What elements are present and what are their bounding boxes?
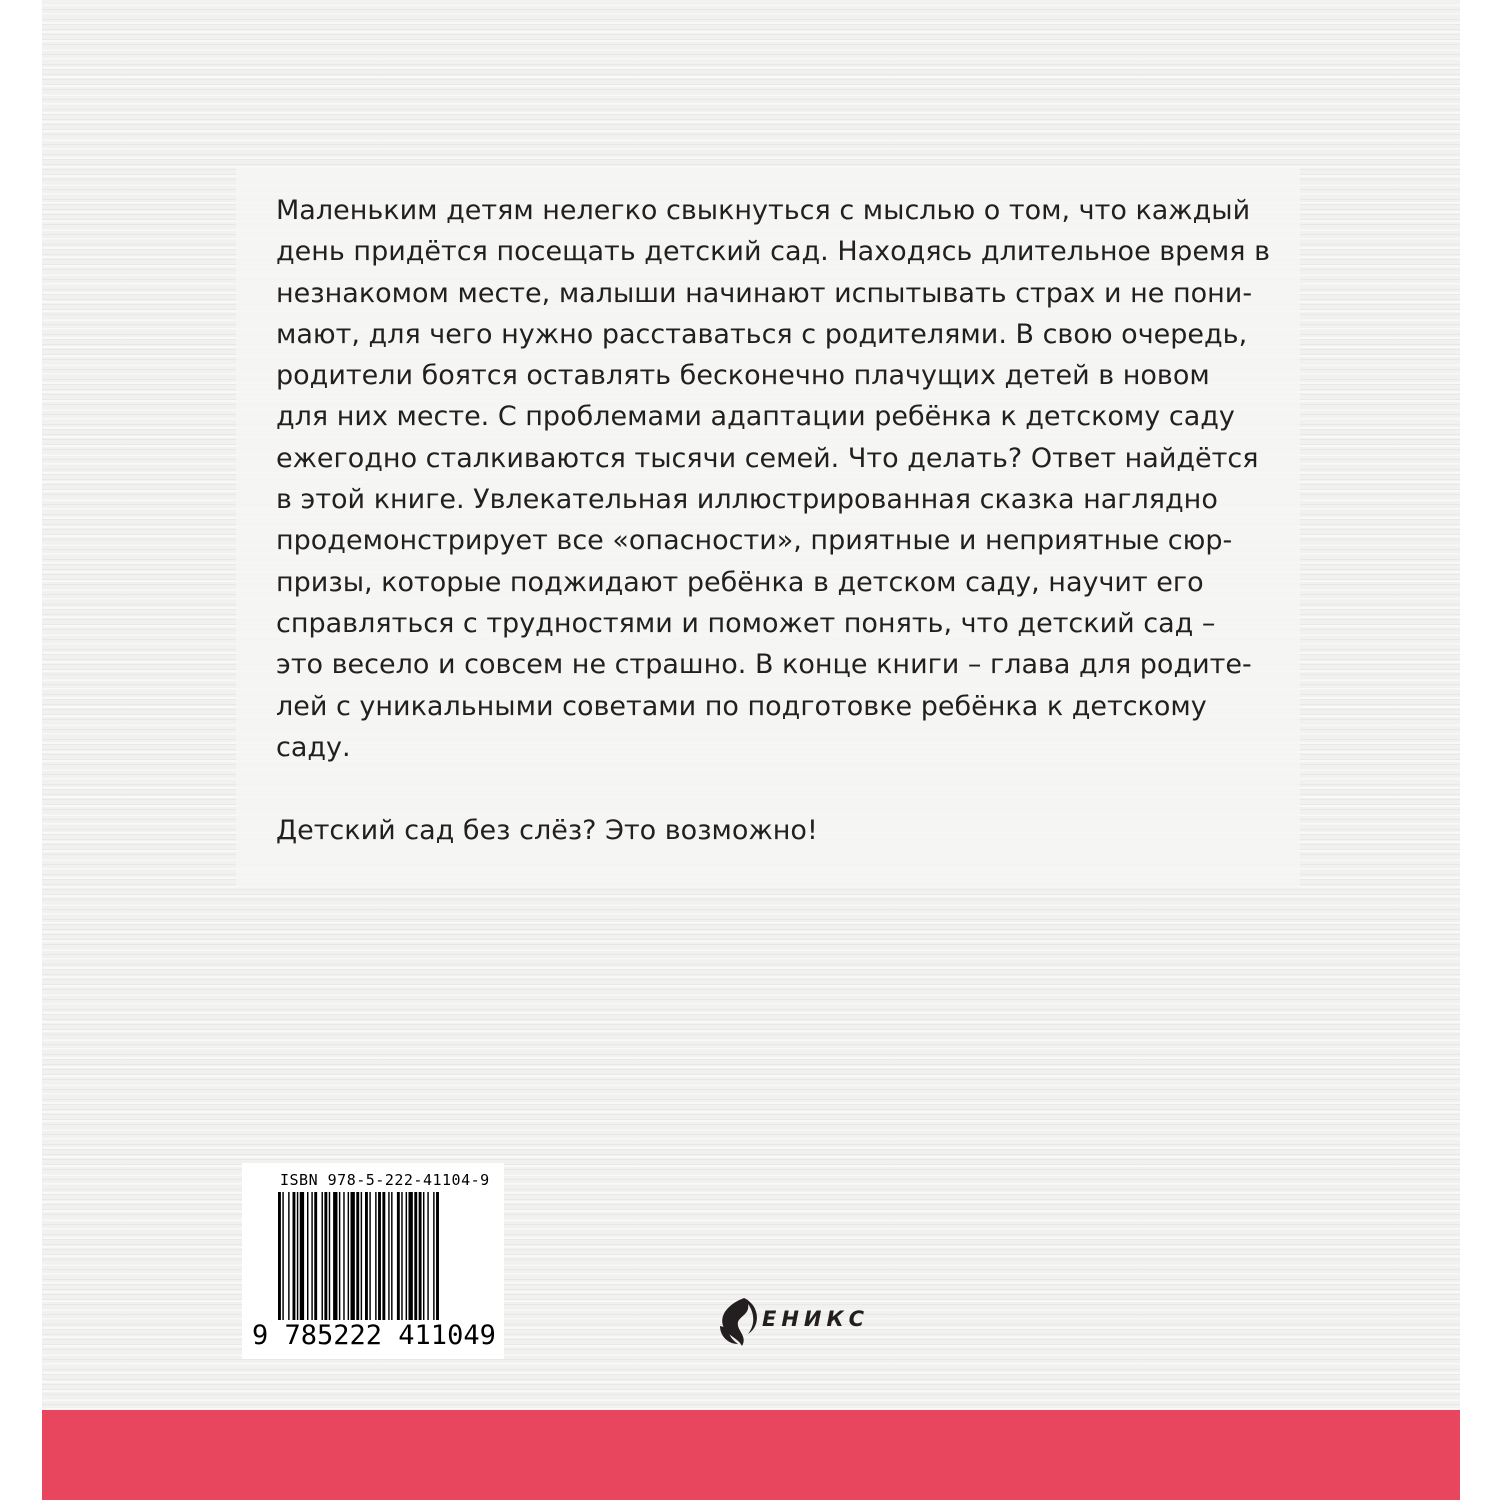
barcode-bar xyxy=(288,1192,289,1320)
barcode-bar xyxy=(365,1192,368,1320)
barcode-bar xyxy=(356,1192,359,1320)
description-line: призы, которые поджидают ребёнка в детском саду, научит его xyxy=(276,566,1204,598)
description-line: незнакомом месте, малыши начинают испытывать страх и не пони- xyxy=(276,277,1253,309)
description-line: ежегодно сталкиваются тысячи семей. Что делать? Ответ найдётся xyxy=(276,442,1259,474)
barcode-bar xyxy=(409,1192,413,1320)
barcode-bar xyxy=(427,1192,428,1320)
barcode-bar xyxy=(423,1192,424,1320)
barcode-bar xyxy=(293,1192,296,1320)
barcode-bar xyxy=(382,1192,385,1320)
barcode-digits: 9 785222 411049 xyxy=(252,1320,496,1351)
description-line: для них месте. С проблемами адаптации ребёнка к детскому саду xyxy=(276,401,1235,433)
description-line: это весело и совсем не страшно. В конце книги – глава для родите- xyxy=(276,649,1252,681)
barcode-bar xyxy=(375,1192,376,1320)
barcode-bar xyxy=(436,1192,439,1320)
barcode-bar xyxy=(307,1192,308,1320)
barcode-bar xyxy=(414,1192,417,1320)
barcode-bar xyxy=(397,1192,400,1320)
accent-band xyxy=(42,1410,1460,1500)
description-line: родители боятся оставлять бесконечно плачущих детей в новом xyxy=(276,360,1210,392)
barcode-bar xyxy=(361,1192,362,1320)
description-line: продемонстрирует все «опасности», приятные и неприятные сюр- xyxy=(276,525,1233,557)
barcode-bar xyxy=(406,1192,407,1320)
description-line: саду. xyxy=(276,731,351,763)
publisher-logo xyxy=(714,1296,904,1348)
publisher-name: ЕНИКС xyxy=(762,1307,870,1331)
barcode-bar xyxy=(322,1192,323,1320)
barcode-bar xyxy=(343,1192,344,1320)
barcode-bar xyxy=(300,1192,304,1320)
description-line: мают, для чего нужно расставаться с родителями. В свою очередь, xyxy=(276,318,1248,350)
barcode-bar xyxy=(401,1192,402,1320)
barcode-bar xyxy=(314,1192,317,1320)
barcode-bar xyxy=(329,1192,330,1320)
description-line: лей с уникальными советами по подготовке ребёнка к детскому xyxy=(276,690,1207,722)
description-line: в этой книге. Увлекательная иллюстрированная сказка наглядно xyxy=(276,484,1218,516)
isbn-number: ISBN 978-5-222-41104-9 xyxy=(280,1171,490,1189)
barcode-bar xyxy=(348,1192,349,1320)
barcode-bar xyxy=(378,1192,381,1320)
feniks-flame-icon xyxy=(714,1296,762,1348)
barcode-bar xyxy=(339,1192,340,1320)
barcode-bar xyxy=(369,1192,370,1320)
description-line: справляться с трудностями и поможет понять, что детский сад – xyxy=(276,607,1216,639)
barcode-bar xyxy=(282,1192,283,1320)
description-line: день придётся посещать детский сад. Находясь длительное время в xyxy=(276,236,1271,268)
book-description xyxy=(276,190,1296,768)
barcode-bar xyxy=(297,1192,298,1320)
barcode-bar xyxy=(311,1192,312,1320)
description-line: Маленьким детям нелегко свыкнуться с мыслью о том, что каждый xyxy=(276,195,1251,226)
barcode-bar xyxy=(278,1192,281,1320)
barcode-bar xyxy=(388,1192,389,1320)
barcode-bar xyxy=(351,1192,355,1320)
isbn-barcode xyxy=(242,1163,504,1359)
barcode-bar xyxy=(419,1192,422,1320)
barcode-bar xyxy=(391,1192,392,1320)
tagline: Детский сад без слёз? Это возможно! xyxy=(276,815,818,846)
barcode-bar xyxy=(333,1192,337,1320)
barcode-bar xyxy=(433,1192,434,1320)
barcode-bar xyxy=(324,1192,327,1320)
